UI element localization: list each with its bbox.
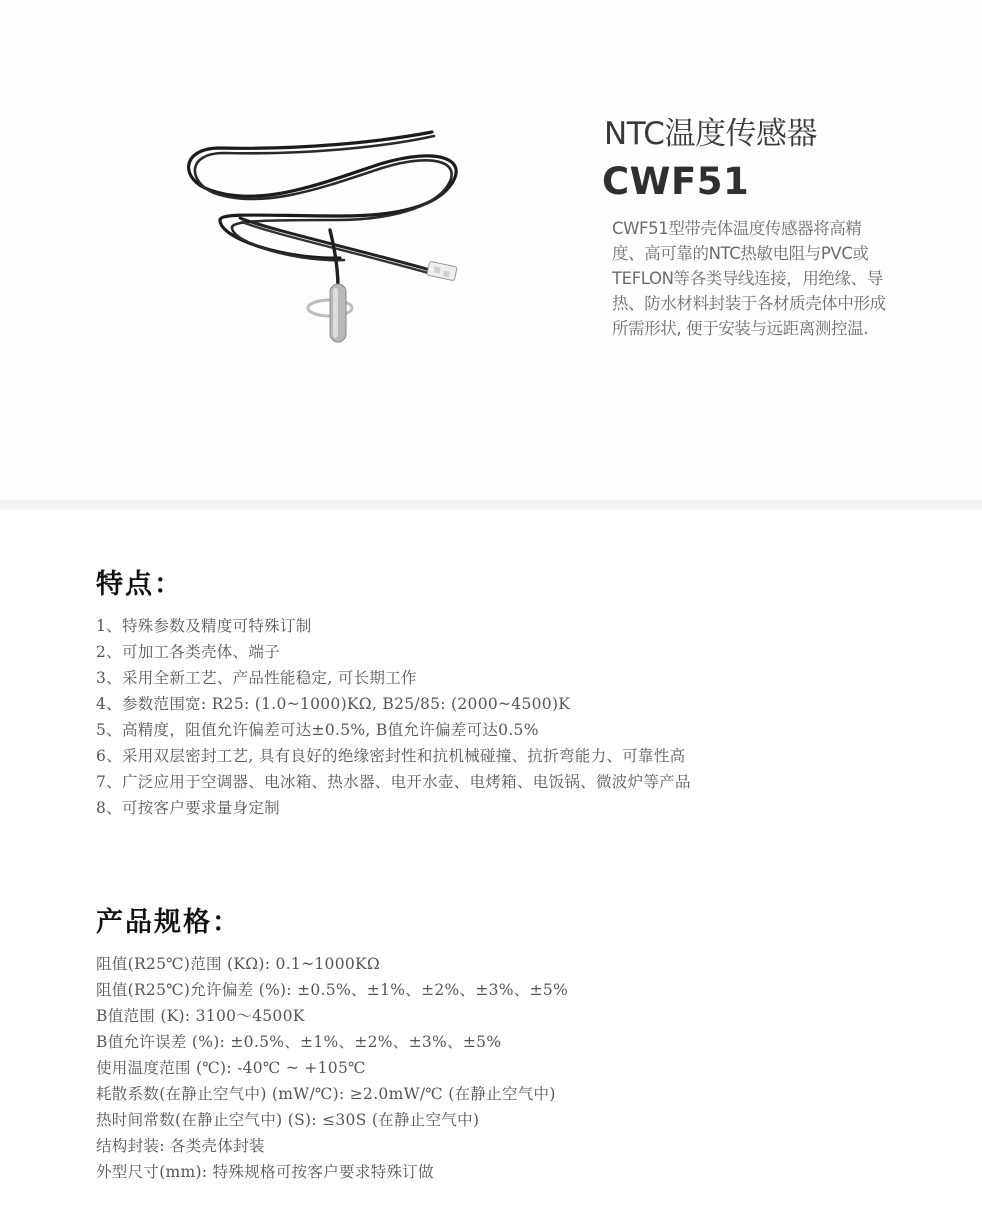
list-item: 7、广泛应用于空调器、电冰箱、热水器、电开水壶、电烤箱、电饭锅、微波炉等产品 [96, 773, 691, 791]
list-item: 阻值(R25℃)允许偏差 (%): ±0.5%、±1%、±2%、±3%、±5% [96, 981, 569, 999]
list-item: 4、参数范围宽: R25: (1.0~1000)KΩ, B25/85: (2000~4500)K [96, 695, 571, 713]
list-item: 6、采用双层密封工艺, 具有良好的绝缘密封性和抗机械碰撞、抗折弯能力、可靠性高 [96, 747, 686, 765]
features-list [96, 613, 691, 821]
specs-title: 产品规格： [96, 907, 241, 938]
list-item: 8、可按客户要求量身定制 [96, 799, 280, 817]
product-name: NTC温度传感器 [604, 116, 817, 152]
list-item: 结构封装: 各类壳体封装 [96, 1137, 265, 1155]
list-item: B值允许误差 (%): ±0.5%、±1%、±2%、±3%、±5% [96, 1033, 502, 1051]
product-description: CWF51型带壳体温度传感器将高精度、高可靠的NTC热敏电阻与PVC或TEFLON等各类导线连接，用绝缘、导热、防水材料封装于各材质壳体中形成所需形状, 便于安装与远距离测控温. [612, 219, 886, 338]
list-item: 使用温度范围 (℃): -40℃ ~ +105℃ [96, 1059, 366, 1077]
list-item: 1、特殊参数及精度可特殊订制 [96, 617, 312, 635]
list-item: 2、可加工各类壳体、端子 [96, 643, 280, 661]
product-image [180, 120, 480, 360]
list-item: 热时间常数(在静止空气中) (S): ≤30S (在静止空气中) [96, 1111, 480, 1129]
list-item: 耗散系数(在静止空气中) (mW/℃): ≥2.0mW/℃ (在静止空气中) [96, 1085, 556, 1103]
list-item: 3、采用全新工艺、产品性能稳定, 可长期工作 [96, 669, 417, 687]
features-title: 特点： [96, 569, 183, 600]
list-item: B值范围 (K): 3100～4500K [96, 1007, 305, 1025]
list-item: 阻值(R25℃)范围 (KΩ): 0.1~1000KΩ [96, 955, 381, 973]
list-item: 5、高精度，阻值允许偏差可达±0.5%, B值允许偏差可达0.5% [96, 721, 539, 739]
list-item: 外型尺寸(mm): 特殊规格可按客户要求特殊订做 [96, 1163, 434, 1181]
specs-list [96, 951, 568, 1185]
product-model: CWF51 [602, 160, 750, 203]
section-divider [0, 500, 982, 510]
